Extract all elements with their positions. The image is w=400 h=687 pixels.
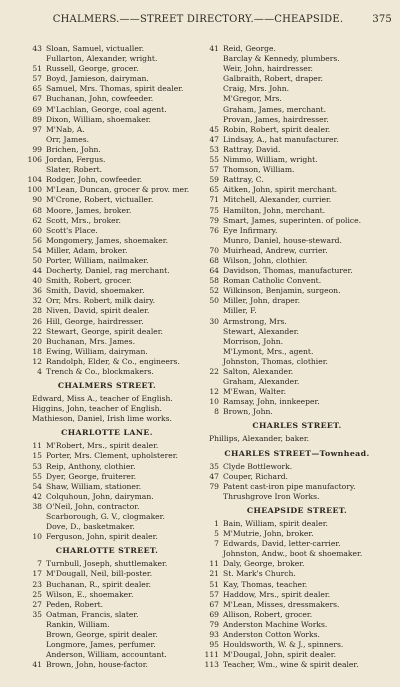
entry-text: M'Lean, Duncan, grocer & prov. mer. xyxy=(46,185,190,195)
house-number: 36 xyxy=(32,286,42,296)
entry-text: Roman Catholic Convent. xyxy=(223,276,322,286)
street-heading: CHALMERS STREET. xyxy=(57,381,157,391)
directory-entry xyxy=(22,125,192,135)
house-number: 54 xyxy=(32,245,42,255)
house-number: 52 xyxy=(209,286,219,296)
directory-entry xyxy=(199,256,395,266)
house-number: 95 xyxy=(209,640,219,650)
house-number: 79 xyxy=(209,619,219,629)
house-number: 75 xyxy=(209,205,219,215)
entry-text: M'Dougal, John, spirit dealer. xyxy=(223,650,337,660)
directory-entry xyxy=(199,216,395,226)
entry-text: Scott, Mrs., broker. xyxy=(46,215,121,225)
house-number: 41 xyxy=(32,660,42,670)
entry-text: Anderston Machine Works. xyxy=(223,619,328,629)
house-number: 12 xyxy=(209,387,219,397)
directory-entry xyxy=(199,600,395,610)
house-number: 93 xyxy=(209,629,219,639)
directory-entry xyxy=(199,296,395,306)
house-number: 50 xyxy=(209,296,219,306)
directory-entry-continued: Johnston, Thomas, clothier. xyxy=(223,356,328,366)
house-number: 45 xyxy=(209,124,219,134)
entry-text: Teacher, Wm., wine & spirit dealer. xyxy=(223,660,359,670)
entry-text: Ewing, William, dairyman. xyxy=(46,346,148,356)
house-number: 57 xyxy=(32,74,42,84)
directory-entry xyxy=(199,519,395,529)
directory-entry xyxy=(22,94,192,104)
directory-entry xyxy=(22,451,192,461)
directory-entry xyxy=(199,462,395,472)
directory-entry-continued: Provan, James, hairdresser. xyxy=(223,114,329,124)
directory-entry xyxy=(199,407,395,417)
directory-entry xyxy=(22,84,192,94)
directory-entry-continued: Scarborough, G. V., clogmaker. xyxy=(46,512,165,522)
directory-entry-continued: Rankin, William. xyxy=(46,619,110,629)
house-number: 38 xyxy=(32,501,42,511)
entry-text: Brown, John, house-factor. xyxy=(46,660,148,670)
entry-text: Rattray, David. xyxy=(223,144,281,154)
house-number: 60 xyxy=(32,225,42,235)
house-number: 71 xyxy=(209,195,219,205)
house-number: 4 xyxy=(37,367,42,376)
directory-entry xyxy=(22,357,192,367)
house-number: 30 xyxy=(209,316,219,326)
directory-entry-continued: Munro, Daniel, house-steward. xyxy=(223,235,342,245)
entry-text: Boyd, Jamieson, dairyman. xyxy=(46,74,149,84)
entry-text: Moore, James, broker. xyxy=(46,205,132,215)
directory-entry xyxy=(22,175,192,185)
house-number: 10 xyxy=(209,397,219,407)
directory-entry xyxy=(199,610,395,620)
right-column xyxy=(199,44,395,670)
entry-text: Jordan, Fergus. xyxy=(46,155,106,165)
entry-text: Daly, George, broker. xyxy=(223,559,305,569)
house-number: 62 xyxy=(32,215,42,225)
directory-entry-continued: Graham, Alexander. xyxy=(223,377,300,387)
house-number: 51 xyxy=(209,579,219,589)
house-number: 76 xyxy=(209,225,219,235)
directory-entry xyxy=(22,502,192,512)
house-number: 40 xyxy=(32,276,42,286)
directory-entry xyxy=(22,441,192,451)
entry-text: Niven, David, spirit dealer. xyxy=(46,306,150,316)
entry-text: Rodger, John, cowfeeder. xyxy=(46,175,143,185)
directory-entry xyxy=(199,660,395,670)
entry-text: Dyer, George, fruiterer. xyxy=(46,471,137,481)
entry-text: Bain, William, spirit dealer. xyxy=(223,518,328,528)
entry-text: Trench & Co., blockmakers. xyxy=(46,367,154,376)
house-number: 35 xyxy=(209,461,219,471)
entry-text: Allison, Robert, grocer. xyxy=(223,609,313,619)
house-number: 35 xyxy=(32,609,42,619)
directory-entry xyxy=(199,650,395,660)
house-number: 55 xyxy=(32,471,42,481)
entry-text: Colquhoun, John, dairyman. xyxy=(46,491,154,501)
entry-text: Smart, James, superinten. of police. xyxy=(223,215,362,225)
entry-text: Wilson, John, clothier. xyxy=(223,255,308,265)
directory-entry-continued: Galbraith, Robert, draper. xyxy=(223,74,323,84)
entry-text: Kay, Thomas, teacher. xyxy=(223,579,308,589)
house-number: 97 xyxy=(32,124,42,134)
directory-entry xyxy=(22,472,192,482)
directory-entry xyxy=(22,105,192,115)
entry-text: Buchanan, Mrs. James. xyxy=(46,336,135,346)
entry-text: Eye Infirmary. xyxy=(223,225,278,235)
house-number: 89 xyxy=(32,114,42,124)
entry-text: Peden, Robert. xyxy=(46,599,104,609)
street-heading: CHEAPSIDE STREET. xyxy=(246,505,348,515)
entry-text: M'Ewan, Walter. xyxy=(223,387,287,397)
house-number: 100 xyxy=(27,185,42,195)
entry-text: Sloan, Samuel, victualler. xyxy=(46,44,145,53)
house-number: 18 xyxy=(32,346,42,356)
house-number: 55 xyxy=(209,155,219,165)
page-number: 375 xyxy=(372,14,392,25)
house-number: 28 xyxy=(32,306,42,316)
directory-entry xyxy=(199,286,395,296)
directory-entry xyxy=(22,327,192,337)
house-number: 65 xyxy=(209,185,219,195)
entry-text: St. Mark's Church. xyxy=(223,569,296,579)
directory-entry xyxy=(199,145,395,155)
entry-text: Oatman, Francis, slater. xyxy=(46,609,139,619)
entry-text: Wilkinson, Benjamin, surgeon. xyxy=(223,286,341,296)
entry-text: Aitken, John, spirit merchant. xyxy=(223,185,338,195)
directory-entry-continued: M'Gregor, Mrs. xyxy=(223,94,282,104)
directory-entry xyxy=(22,236,192,246)
directory-entry xyxy=(199,472,395,482)
entry-text: Brown, John. xyxy=(223,407,273,417)
house-number: 51 xyxy=(32,64,42,74)
entry-text: Porter, Mrs. Clement, upholsterer. xyxy=(46,451,178,461)
house-number: 7 xyxy=(214,539,219,549)
directory-entry xyxy=(199,482,395,492)
entry-text: Mitchell, Alexander, currier. xyxy=(223,195,332,205)
directory-entry-unnumbered: Edward, Miss A., teacher of English. xyxy=(32,394,173,404)
house-number: 106 xyxy=(27,155,42,165)
directory-entry xyxy=(199,539,395,549)
house-number: 11 xyxy=(209,559,219,569)
street-heading: CHARLES STREET—Townhead. xyxy=(224,448,370,458)
house-number: 57 xyxy=(209,589,219,599)
entry-text: M'Robert, Mrs., spirit dealer. xyxy=(46,441,159,451)
directory-entry xyxy=(199,44,395,54)
entry-text: Salton, Alexander. xyxy=(223,367,294,376)
directory-entry-continued: Weir, John, hairdresser. xyxy=(223,64,313,74)
street-heading: CHARLOTTE LANE. xyxy=(61,428,153,438)
entry-text: M'Nab, A. xyxy=(46,124,85,134)
directory-entry-continued: Craig, Mrs. John. xyxy=(223,84,290,94)
entry-text: M'Mutrie, John, broker. xyxy=(223,529,314,539)
directory-entry-continued: Brown, George, spirit dealer. xyxy=(46,629,158,639)
entry-text: Shaw, William, stationer. xyxy=(46,481,142,491)
directory-entry xyxy=(22,64,192,74)
directory-entry xyxy=(199,529,395,539)
directory-entry-continued: Johnston, Andw., boot & shoemaker. xyxy=(223,549,363,559)
entry-text: M'Lean, Misses, dressmakers. xyxy=(223,599,340,609)
house-number: 50 xyxy=(32,255,42,265)
entry-text: Miller, Adam, broker. xyxy=(46,245,128,255)
entry-text: M'Lachlan, George, coal agent. xyxy=(46,104,167,114)
directory-entry xyxy=(199,185,395,195)
entry-text: Robin, Robert, spirit dealer. xyxy=(223,124,331,134)
directory-entry xyxy=(199,367,395,377)
street-heading: CHARLES STREET. xyxy=(252,421,342,431)
entry-text: Buchanan, John, cowfeeder. xyxy=(46,94,154,104)
directory-entry xyxy=(22,74,192,84)
directory-entry-continued: Fullarton, Alexander, wright. xyxy=(46,54,158,64)
house-number: 67 xyxy=(32,94,42,104)
directory-entry-continued: Dove, D., basketmaker. xyxy=(46,522,135,532)
directory-entry xyxy=(199,165,395,175)
entry-text: Smith, David, shoemaker. xyxy=(46,286,145,296)
house-number: 69 xyxy=(32,104,42,114)
directory-entry xyxy=(22,569,192,579)
house-number: 47 xyxy=(209,134,219,144)
entry-text: Dixon, William, shoemaker. xyxy=(46,114,151,124)
entry-text: Thomson, William. xyxy=(223,165,295,175)
directory-entry xyxy=(22,286,192,296)
directory-entry xyxy=(22,206,192,216)
house-number: 79 xyxy=(209,481,219,491)
directory-entry xyxy=(199,569,395,579)
house-number: 56 xyxy=(32,235,42,245)
entry-text: Patent cast-iron pipe manufactory. xyxy=(223,481,356,491)
entry-text: Stewart, George, spirit dealer. xyxy=(46,326,163,336)
entry-text: Porter, William, nailmaker. xyxy=(46,255,149,265)
directory-entry xyxy=(199,135,395,145)
house-number: 1 xyxy=(214,518,219,528)
directory-entry xyxy=(199,195,395,205)
house-number: 15 xyxy=(32,451,42,461)
directory-entry xyxy=(22,580,192,590)
house-number: 32 xyxy=(32,296,42,306)
directory-entry xyxy=(22,195,192,205)
directory-entry xyxy=(22,226,192,236)
directory-entry xyxy=(22,600,192,610)
entry-text: Randolph, Elder, & Co., engineers. xyxy=(46,356,180,366)
directory-entry xyxy=(199,226,395,236)
house-number: 20 xyxy=(32,336,42,346)
directory-entry xyxy=(22,276,192,286)
house-number: 17 xyxy=(32,569,42,579)
entry-text: Muirhead, Andrew, currier. xyxy=(223,245,328,255)
entry-text: M'Dougall, Neil, bill-poster. xyxy=(46,569,153,579)
entry-text: Reip, Anthony, clothier. xyxy=(46,461,136,471)
directory-entry xyxy=(22,532,192,542)
entry-text: Houldsworth, W. & J., spinners. xyxy=(223,640,344,650)
house-number: 64 xyxy=(209,266,219,276)
house-number: 90 xyxy=(32,195,42,205)
house-number: 42 xyxy=(32,491,42,501)
directory-entry xyxy=(199,266,395,276)
entry-text: Mongomery, James, shoemaker. xyxy=(46,235,168,245)
house-number: 7 xyxy=(37,559,42,569)
entry-text: Hamilton, John, merchant. xyxy=(223,205,326,215)
directory-entry-continued: Longmore, James, perfumer. xyxy=(46,640,156,650)
directory-entry xyxy=(22,482,192,492)
house-number: 68 xyxy=(209,255,219,265)
house-number: 26 xyxy=(32,316,42,326)
entry-text: Anderston Cotton Works. xyxy=(223,629,320,639)
directory-entry-unnumbered: Higgins, John, teacher of English. xyxy=(32,404,162,414)
entry-text: Armstrong, Mrs. xyxy=(223,316,287,326)
directory-entry xyxy=(22,347,192,357)
directory-entry-continued: Stewart, Alexander. xyxy=(223,326,299,336)
house-number: 43 xyxy=(32,44,42,53)
directory-entry xyxy=(22,115,192,125)
directory-entry xyxy=(22,337,192,347)
directory-entry xyxy=(22,145,192,155)
house-number: 70 xyxy=(209,245,219,255)
entry-text: Wilson, E., shoemaker. xyxy=(46,589,134,599)
house-number: 111 xyxy=(204,650,219,660)
entry-text: Nimmo, William, wright. xyxy=(223,155,318,165)
directory-entry xyxy=(22,256,192,266)
directory-entry xyxy=(22,559,192,569)
entry-text: Edwards, David, letter-carrier. xyxy=(223,539,341,549)
directory-entry xyxy=(22,216,192,226)
house-number: 104 xyxy=(27,175,42,185)
entry-text: Lindsay, A., hat manufacturer. xyxy=(223,134,339,144)
directory-entry xyxy=(22,367,192,377)
directory-entry-continued: Slater, Robert. xyxy=(46,165,103,175)
house-number: 47 xyxy=(209,471,219,481)
house-number: 67 xyxy=(209,599,219,609)
directory-entry xyxy=(199,387,395,397)
house-number: 113 xyxy=(204,660,219,670)
entry-text: Couper, Richard. xyxy=(223,471,288,481)
directory-entry-unnumbered: Mathieson, Daniel, Irish lime works. xyxy=(32,414,172,424)
house-number: 41 xyxy=(209,44,219,53)
house-number: 79 xyxy=(209,215,219,225)
house-number: 23 xyxy=(32,579,42,589)
directory-entry xyxy=(22,155,192,165)
directory-entry xyxy=(22,44,192,54)
entry-text: Brichen, John. xyxy=(46,144,101,154)
directory-entry xyxy=(22,492,192,502)
house-number: 59 xyxy=(209,175,219,185)
entry-text: Samuel, Mrs. Thomas, spirit dealer. xyxy=(46,84,184,94)
house-number: 44 xyxy=(32,266,42,276)
directory-entry xyxy=(22,246,192,256)
directory-entry xyxy=(199,175,395,185)
directory-entry xyxy=(22,590,192,600)
house-number: 68 xyxy=(32,205,42,215)
entry-text: Ramsay, John, innkeeper. xyxy=(223,397,320,407)
directory-entry xyxy=(22,317,192,327)
directory-entry xyxy=(199,620,395,630)
entry-text: Docherty, Daniel, rag merchant. xyxy=(46,266,170,276)
entry-text: Rattray, C. xyxy=(223,175,264,185)
entry-text: Hill, George, hairdresser. xyxy=(46,316,144,326)
entry-text: M'Crone, Robert, victualler. xyxy=(46,195,154,205)
entry-text: O'Neil, John, contractor. xyxy=(46,501,140,511)
directory-entry xyxy=(199,397,395,407)
house-number: 12 xyxy=(32,356,42,366)
directory-entry-continued: Thrushgrove Iron Works. xyxy=(223,491,320,501)
directory-entry xyxy=(199,246,395,256)
entry-text: Buchanan, R., spirit dealer. xyxy=(46,579,151,589)
entry-text: Clyde Bottlework. xyxy=(223,461,293,471)
directory-entry xyxy=(199,590,395,600)
directory-entry xyxy=(22,306,192,316)
street-heading: CHARLOTTE STREET. xyxy=(55,546,159,556)
directory-entry xyxy=(199,317,395,327)
house-number: 99 xyxy=(32,144,42,154)
directory-entry xyxy=(22,660,192,670)
directory-entry-continued: Miller, F. xyxy=(223,306,257,316)
entry-text: Turnbull, Joseph, shuttlemaker. xyxy=(46,559,168,569)
entry-text: Ferguson, John, spirit dealer. xyxy=(46,532,158,542)
directory-entry xyxy=(199,125,395,135)
directory-entry-continued: Graham, James, merchant. xyxy=(223,104,327,114)
house-number: 65 xyxy=(32,84,42,94)
directory-entry xyxy=(199,630,395,640)
left-column xyxy=(22,44,192,670)
house-number: 22 xyxy=(209,367,219,376)
directory-entry xyxy=(22,462,192,472)
directory-entry xyxy=(199,276,395,286)
directory-entry xyxy=(199,559,395,569)
directory-entry xyxy=(199,640,395,650)
house-number: 5 xyxy=(214,529,219,539)
entry-text: Smith, Robert, grocer. xyxy=(46,276,132,286)
house-number: 8 xyxy=(214,407,219,417)
house-number: 53 xyxy=(209,144,219,154)
house-number: 57 xyxy=(209,165,219,175)
house-number: 21 xyxy=(209,569,219,579)
entry-text: Orr, Mrs. Robert, milk dairy. xyxy=(46,296,155,306)
house-number: 22 xyxy=(32,326,42,336)
directory-entry xyxy=(22,185,192,195)
house-number: 11 xyxy=(32,441,42,451)
directory-entry xyxy=(22,610,192,620)
entry-text: Reid, George. xyxy=(223,44,276,53)
directory-entry-continued: Morrison, John. xyxy=(223,336,284,346)
directory-entry-continued: Anderson, William, accountant. xyxy=(46,650,167,660)
house-number: 54 xyxy=(32,481,42,491)
directory-entry xyxy=(22,266,192,276)
house-number: 25 xyxy=(32,589,42,599)
directory-entry-unnumbered: Phillips, Alexander, baker. xyxy=(209,434,310,444)
directory-entry xyxy=(199,206,395,216)
house-number: 10 xyxy=(32,532,42,542)
house-number: 58 xyxy=(209,276,219,286)
directory-entry xyxy=(199,580,395,590)
entry-text: Scott's Place. xyxy=(46,225,98,235)
directory-entry xyxy=(199,155,395,165)
house-number: 69 xyxy=(209,609,219,619)
directory-entry-continued: Barclay & Kennedy, plumbers. xyxy=(223,54,340,64)
running-title: CHALMERS.——STREET DIRECTORY.——CHEAPSIDE. xyxy=(52,14,344,25)
house-number: 53 xyxy=(32,461,42,471)
entry-text: Haddow, Mrs., spirit dealer. xyxy=(223,589,331,599)
directory-entry-continued: M'Lymont, Mrs., agent. xyxy=(223,346,314,356)
entry-text: Russell, George, grocer. xyxy=(46,64,139,74)
directory-entry xyxy=(22,296,192,306)
entry-text: Davidson, Thomas, manufacturer. xyxy=(223,266,353,276)
entry-text: Miller, John, draper. xyxy=(223,296,300,306)
house-number: 27 xyxy=(32,599,42,609)
directory-entry-continued: Orr, James. xyxy=(46,134,90,144)
